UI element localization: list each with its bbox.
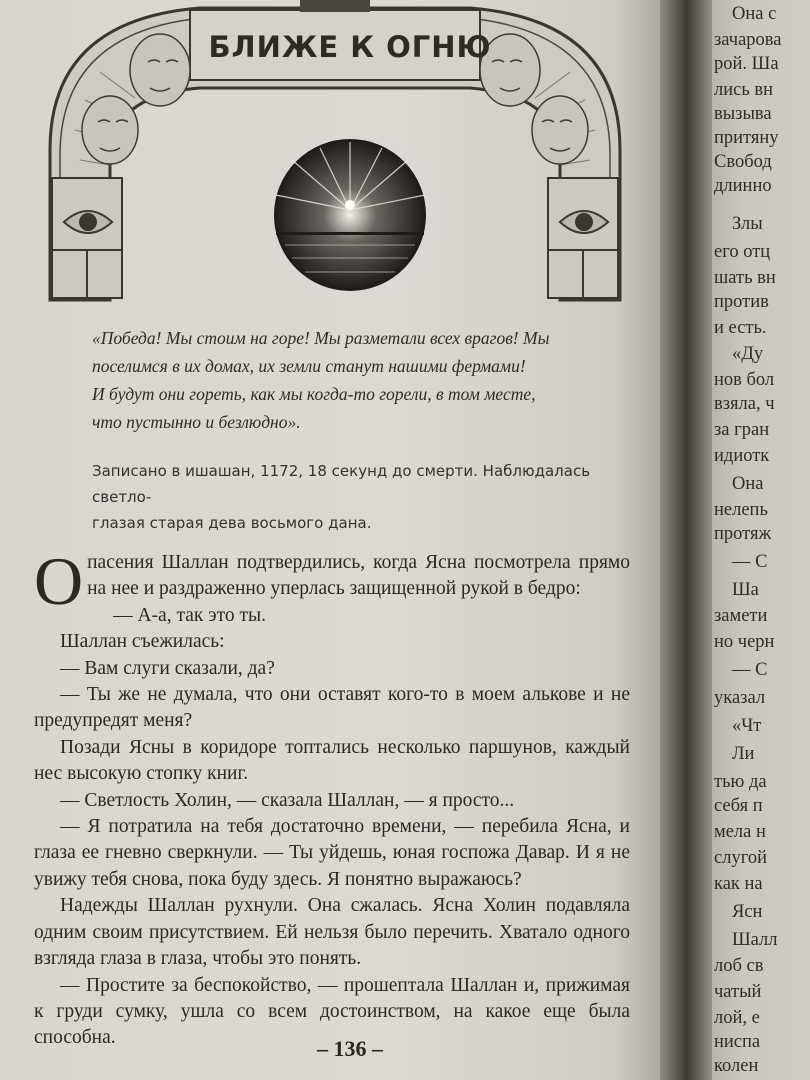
right-page-text-fragment: — С	[732, 660, 768, 680]
epigraph-line: поселимся в их домах, их земли станут нашими фермами!	[92, 356, 526, 376]
sun-disc-illustration	[275, 140, 425, 290]
right-page-text-fragment: идиотк	[714, 446, 770, 466]
right-page-text-fragment: взяла, ч	[714, 394, 775, 414]
right-page-text-fragment: «Ду	[732, 344, 764, 364]
epigraph-line: «Победа! Мы стоим на горе! Мы разметали всех врагов! Мы	[92, 328, 550, 348]
epigraph-line: что пустынно и безлюдно».	[92, 412, 301, 432]
right-page-text-fragment: замети	[714, 606, 768, 626]
right-page-text-fragment: Ясн	[732, 902, 763, 922]
epigraph-source-line: Записано в ишашан, 1172, 18 секунд до смерти. Наблюдалась светло-	[92, 462, 591, 506]
eye-panel-right	[548, 178, 618, 298]
paragraph: — А-а, так это ты.	[113, 604, 266, 626]
right-page-text-fragment: его отц	[714, 242, 771, 262]
right-page-text-fragment: мела н	[714, 822, 766, 842]
right-page-text-fragment: но черн	[714, 632, 775, 652]
paragraph: — Я потратила на тебя достаточно времени, — перебила Ясна, и глаза ее гневно сверкнули. — Ты уйдешь, юная госпожа Давар. И я не увижу тебя снова, пока буду здесь. Я понятно выражаюсь?	[34, 816, 630, 890]
right-page-text-fragment: «Чт	[732, 716, 762, 736]
chapter-body-text	[34, 543, 630, 1052]
paragraph: — Ты же не думала, что они оставят кого-то в моем алькове и не предупредят меня?	[34, 684, 630, 732]
paragraph: Позади Ясны в коридоре топтались несколько паршунов, каждый нес высокую стопку книг.	[34, 736, 630, 785]
right-page-text-fragment: Ли	[732, 744, 755, 764]
right-page-text-fragment: лоб св	[714, 956, 764, 976]
epigraph-line: И будут они гореть, как мы когда-то горели, в том месте,	[92, 384, 536, 404]
right-page	[712, 0, 810, 1080]
right-page-text-fragment: Шалл	[732, 930, 778, 950]
right-page-text-fragment: против	[714, 292, 769, 312]
book-gutter	[660, 0, 720, 1080]
paragraph: Надежды Шаллан рухнули. Она сжалась. Ясна Холин подавляла одним своим присутствием. Ей нельзя было перечить. Хватало одного взгляда глаза в глаза, чтобы это понять.	[34, 895, 630, 970]
page-number: – 136 –	[317, 1036, 383, 1061]
right-page-text-fragment: рой. Ша	[714, 54, 779, 74]
right-page-text-fragment: длинно	[714, 176, 772, 196]
paragraph: — Простите за беспокойство, — прошептала Шаллан и, прижимая к груди сумку, ушла со всем достоинством, на какое еще была способна.	[34, 974, 630, 1049]
right-page-text-fragment: — С	[732, 552, 768, 572]
right-page-text-fragment: протяж	[714, 524, 772, 544]
right-page-text-fragment: ниспа	[714, 1032, 761, 1052]
paragraph: — Вам слуги сказали, да?	[60, 657, 275, 679]
right-page-text-fragment: указал	[714, 688, 766, 708]
right-page-text-fragment: лой, е	[714, 1008, 760, 1028]
right-page-text-fragment: нелепь	[714, 500, 768, 520]
right-page-text-fragment: себя п	[714, 796, 763, 816]
right-page-text-fragment: колен	[714, 1056, 759, 1076]
right-page-text-fragment: чатый	[714, 982, 762, 1002]
right-page-text-fragment: шать вн	[714, 268, 776, 288]
epigraph-source	[92, 458, 612, 536]
right-page-text-fragment: лись вн	[714, 80, 774, 100]
right-page-text-fragment: нов бол	[714, 370, 775, 390]
right-page-text-fragment: Свобод	[714, 152, 772, 172]
right-page-text-fragment: Злы	[732, 214, 763, 234]
right-page-text-fragment: Ша	[732, 580, 759, 600]
chapter-title: БЛИЖЕ К ОГНЮ	[208, 30, 492, 64]
epigraph-source-line: глазая старая дева восьмого дана.	[92, 514, 372, 532]
paragraph: Шаллан съежилась:	[60, 631, 225, 653]
right-page-text-fragment: Она	[732, 474, 764, 494]
right-page-text-fragment: как на	[714, 874, 763, 894]
right-page-text-fragment: Она с	[732, 4, 777, 24]
drop-cap: О	[34, 543, 84, 619]
right-page-text-fragment: за гран	[714, 420, 770, 440]
right-page-text-fragment: тью да	[714, 772, 767, 792]
right-page-text-fragment: притяну	[714, 128, 779, 148]
epigraph-quote	[92, 324, 612, 436]
right-page-text-fragment: слугой	[714, 848, 767, 868]
paragraph: Опасения Шаллан подтвердились, когда Ясна посмотрела прямо на нее и раздраженно уперлась защищенной рукой в бедро:	[34, 543, 630, 619]
right-page-text-fragment: зачарова	[714, 30, 782, 50]
paragraph: — Светлость Холин, — сказала Шаллан, — я просто...	[60, 789, 515, 811]
right-page-text-fragment: вызыва	[714, 104, 772, 124]
right-page-text-fragment: и есть.	[714, 318, 767, 338]
eye-panel-left	[52, 178, 122, 298]
